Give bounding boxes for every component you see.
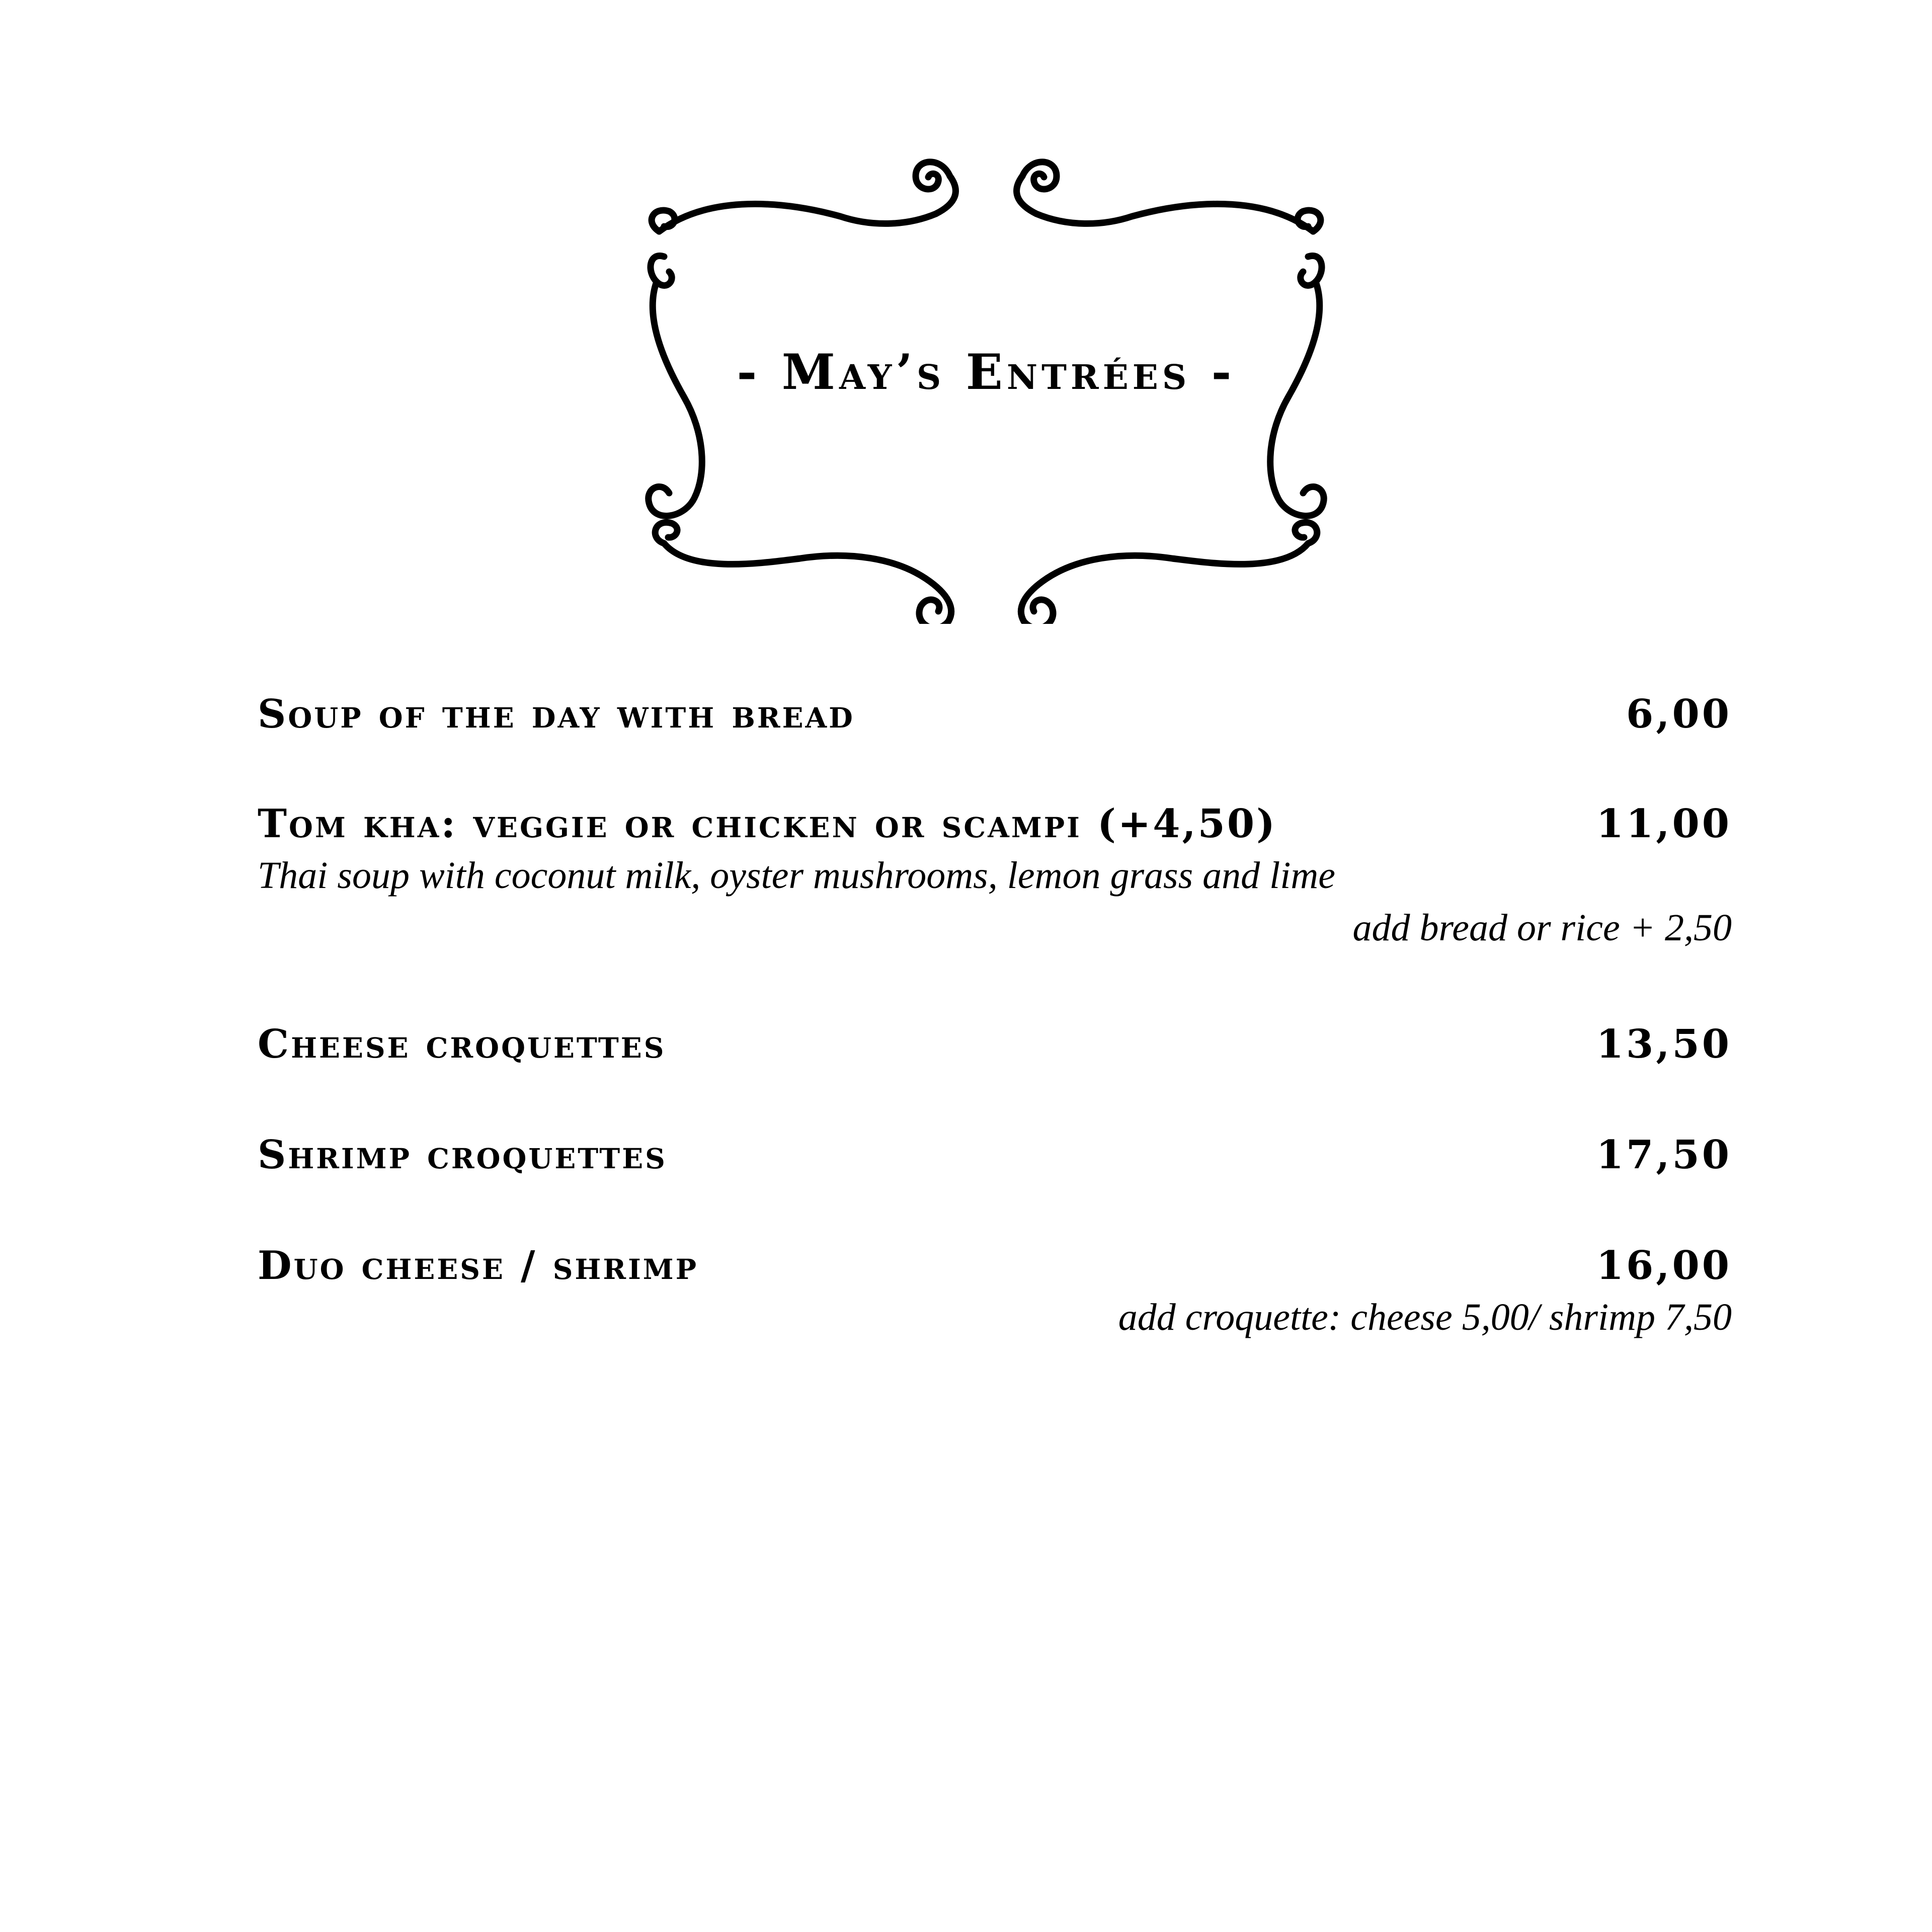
menu-item-price: 16,00: [1596, 1243, 1732, 1289]
menu-item-note: add croquette: cheese 5,00/ shrimp 7,50: [1118, 1296, 1732, 1338]
menu-item-row: [258, 799, 1732, 849]
menu-item-row: [258, 689, 1732, 740]
menu-item-name: Cheese croquettes: [258, 1021, 666, 1067]
menu-item: [258, 799, 1732, 954]
menu-item-description: Thai soup with coconut milk, oyster mushrooms, lemon grass and lime: [258, 854, 1336, 897]
menu-item-note: add bread or rice + 2,50: [1352, 907, 1732, 949]
menu-item-name: Duo cheese / shrimp: [258, 1243, 699, 1289]
menu-title: - May’s Entrées -: [737, 344, 1236, 400]
menu-item-row: [258, 1130, 1732, 1180]
menu-item: [258, 1130, 1732, 1180]
menu-item-price: 13,50: [1596, 1021, 1732, 1067]
menu-list: [258, 689, 1732, 1343]
menu-item: [258, 1019, 1732, 1070]
menu-item-row: [258, 1019, 1732, 1070]
menu-item-row: [258, 1241, 1732, 1291]
menu-item-price: 11,00: [1596, 801, 1732, 847]
menu-item: [258, 689, 1732, 740]
menu-item-name: Shrimp croquettes: [258, 1132, 667, 1178]
menu-item-price: 6,00: [1626, 691, 1732, 737]
menu-item-name: Soup of the day with bread: [258, 691, 855, 737]
menu-item-price: 17,50: [1596, 1132, 1732, 1178]
menu-item: [258, 1241, 1732, 1343]
menu-item-name: Tom kha: veggie or chicken or scampi (+4,50): [258, 801, 1277, 847]
